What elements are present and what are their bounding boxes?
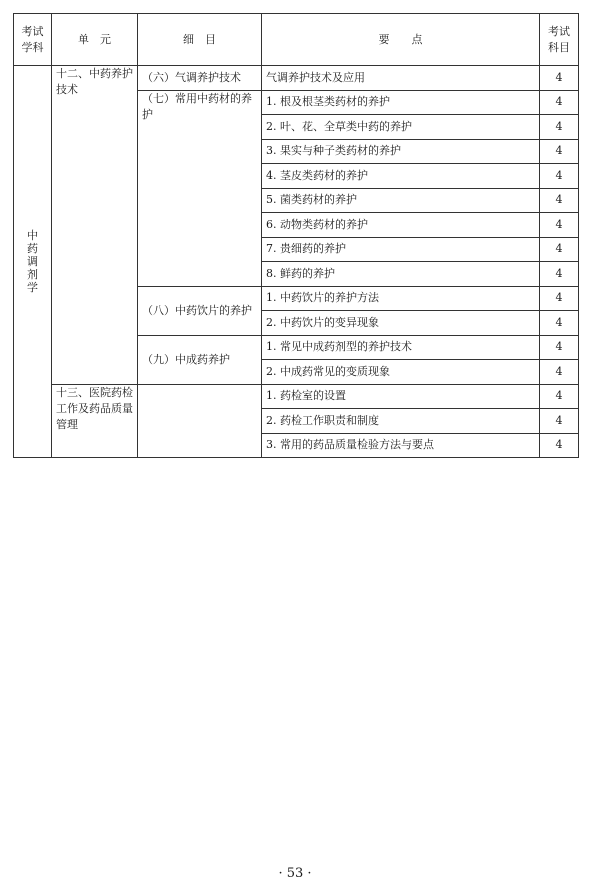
level-cell: 4 <box>540 286 579 311</box>
table-row <box>14 66 579 91</box>
level-cell: 4 <box>540 360 579 385</box>
point-cell: 1. 中药饮片的养护方法 <box>262 286 540 311</box>
level-cell: 4 <box>540 311 579 336</box>
point-cell: 7. 贵细药的养护 <box>262 237 540 262</box>
point-cell: 4. 茎皮类药材的养护 <box>262 164 540 189</box>
detail-cell: （九）中成药养护 <box>138 335 262 384</box>
detail-cell: （七）常用中药材的养护 <box>138 90 262 286</box>
header-unit: 单 元 <box>52 14 138 66</box>
point-cell: 2. 药检工作职责和制度 <box>262 409 540 434</box>
header-subject: 考试学科 <box>14 14 52 66</box>
point-cell: 3. 常用的药品质量检验方法与要点 <box>262 433 540 458</box>
point-cell: 1. 常见中成药剂型的养护技术 <box>262 335 540 360</box>
level-cell: 4 <box>540 262 579 287</box>
level-cell: 4 <box>540 66 579 91</box>
level-cell: 4 <box>540 433 579 458</box>
point-cell: 5. 菌类药材的养护 <box>262 188 540 213</box>
point-cell: 8. 鲜药的养护 <box>262 262 540 287</box>
unit-cell: 十三、医院药检工作及药品质量管理 <box>52 384 138 458</box>
header-points: 要 点 <box>262 14 540 66</box>
detail-cell: （八）中药饮片的养护 <box>138 286 262 335</box>
point-cell: 2. 叶、花、全草类中药的养护 <box>262 115 540 140</box>
subject-cell <box>14 66 52 458</box>
table-row <box>14 384 579 409</box>
table-header-row <box>14 14 579 66</box>
level-cell: 4 <box>540 384 579 409</box>
point-cell: 1. 根及根茎类药材的养护 <box>262 90 540 115</box>
point-cell: 6. 动物类药材的养护 <box>262 213 540 238</box>
level-cell: 4 <box>540 164 579 189</box>
detail-cell <box>138 384 262 458</box>
level-cell: 4 <box>540 213 579 238</box>
level-cell: 4 <box>540 139 579 164</box>
point-cell: 2. 中成药常见的变质现象 <box>262 360 540 385</box>
detail-cell: （六）气调养护技术 <box>138 66 262 91</box>
syllabus-table <box>13 13 579 458</box>
header-level: 考试科目 <box>540 14 579 66</box>
header-detail: 细 目 <box>138 14 262 66</box>
point-cell: 1. 药检室的设置 <box>262 384 540 409</box>
subject-name: 中药调剂学 <box>27 229 38 294</box>
page-number: · 53 · <box>278 866 312 881</box>
level-cell: 4 <box>540 90 579 115</box>
level-cell: 4 <box>540 188 579 213</box>
point-cell: 3. 果实与种子类药材的养护 <box>262 139 540 164</box>
point-cell: 2. 中药饮片的变异现象 <box>262 311 540 336</box>
level-cell: 4 <box>540 115 579 140</box>
unit-cell: 十二、中药养护技术 <box>52 66 138 385</box>
level-cell: 4 <box>540 335 579 360</box>
point-cell: 气调养护技术及应用 <box>262 66 540 91</box>
level-cell: 4 <box>540 237 579 262</box>
level-cell: 4 <box>540 409 579 434</box>
